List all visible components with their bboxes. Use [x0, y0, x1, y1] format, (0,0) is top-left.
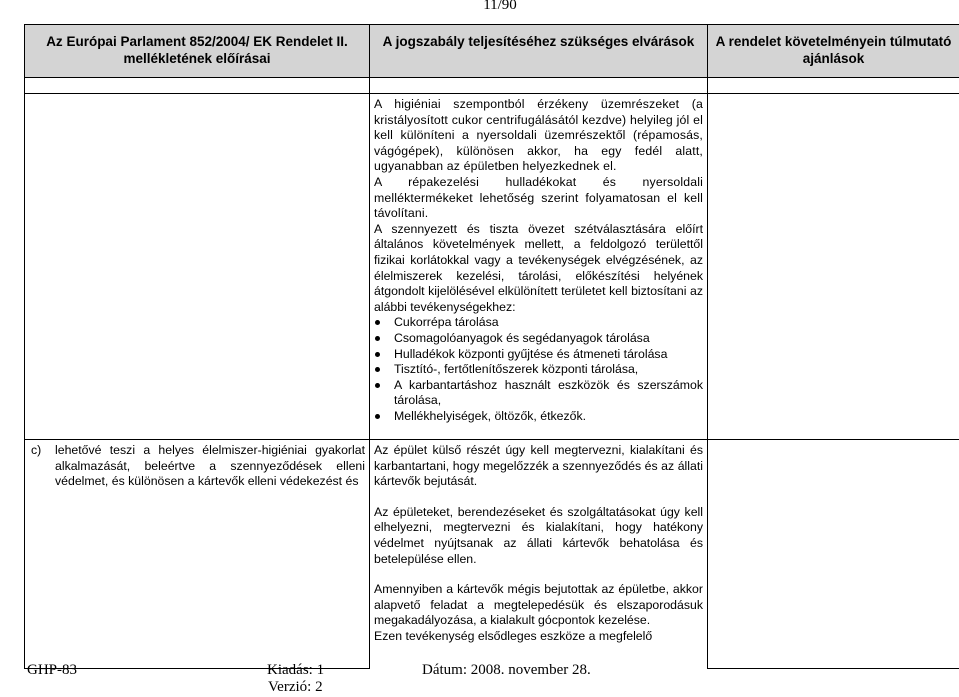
paragraph: A répakezelési hulladékokat és nyersoldali melléktermékeket lehetőség szerint folyamatosan el kell távolítani. — [374, 174, 703, 221]
footer-issue: Kiadás: 1 — [267, 662, 325, 678]
bullet-icon — [375, 414, 380, 419]
paragraph: Az épületeket, berendezéseket és szolgáltatásokat úgy kell elhelyezni, megtervezni és kialakítani, hogy hatékony védelmet nyújtsanak az állati kártevők behatolása és betelepülése ellen. — [374, 504, 703, 566]
empty-cell — [708, 440, 959, 669]
paragraph: A szennyezett és tiszta övezet szétválasztására előírt általános követelmények mellett, a feldolgozó területtől fizikai korlátokkal vagy a tevékenységek elvégzésének, az élelmiszerek kezelési, tárolási, előkészítési helyének átgondolt kijelölésével elkülönített területet kell biztosítani az alábbi tevékenységekhez: — [374, 221, 703, 314]
item-letter: c) — [31, 443, 42, 457]
page-number: 11/90 — [483, 0, 517, 13]
bullet-icon — [375, 320, 380, 325]
bullet-icon — [375, 383, 380, 388]
table-header-row — [25, 25, 959, 78]
requirements-table — [24, 24, 959, 669]
paragraph: Az épület külső részét úgy kell megtervezni, kialakítani és karbantartani, hogy megelőzzék a szennyeződés és az állati kártevők bejutását. — [374, 443, 703, 489]
requirement-text: lehetővé teszi a helyes élelmiszer-higiéniai gyakorlat alkalmazását, beleértve a szennyeződések elleni védelmet, és különösen a kártevők elleni védekezést és — [55, 443, 365, 489]
expectations-cell — [370, 94, 708, 440]
list-item: Tisztító-, fertőtlenítőszerek központi tárolása, — [374, 362, 703, 378]
footer-doc-id: GHP-83 — [27, 662, 78, 678]
header-col-expectations: A jogszabály teljesítéséhez szükséges elvárások — [370, 25, 708, 78]
bullet-icon — [375, 336, 380, 341]
list-item: Cukorrépa tárolása — [374, 315, 703, 331]
table-spacer-row — [25, 78, 959, 94]
list-item: Hulladékok központi gyűjtése és átmeneti tárolása — [374, 347, 703, 363]
list-item: Mellékhelyiségek, öltözők, étkezők. — [374, 409, 703, 425]
empty-cell — [708, 94, 959, 440]
expectations-cell — [370, 440, 708, 669]
bullet-list — [374, 315, 703, 424]
paragraph: Ezen tevékenység elsődleges eszköze a megfelelő — [374, 628, 653, 643]
footer-version: Verzió: 2 — [268, 679, 323, 695]
table-row — [25, 440, 959, 669]
header-col-recommendations: A rendelet követelményein túlmutató ajánlások — [708, 25, 959, 78]
requirement-cell — [25, 440, 370, 669]
empty-cell — [25, 94, 370, 440]
list-item: Csomagolóanyagok és segédanyagok tárolása — [374, 331, 703, 347]
bullet-icon — [375, 367, 380, 372]
header-col-regulation: Az Európai Parlament 852/2004/ EK Rendelet II. mellékletének előírásai — [25, 25, 370, 78]
list-item: A karbantartáshoz használt eszközök és szerszámok tárolása, — [374, 378, 703, 409]
footer-date: Dátum: 2008. november 28. — [422, 662, 591, 678]
paragraph: Amennyiben a kártevők mégis bejutottak az épületbe, akkor alapvető feladat a megtelepedésük és elszaporodásuk megakadályozása, a kialakult gócpontok kezelése. — [374, 582, 703, 628]
paragraph: A higiéniai szempontból érzékeny üzemrészeket (a kristályosított cukor centrifugálásától kezdve) helyileg jól el kell különíteni a nyersoldali üzemrészektől (répamosás, vágógépek), különösen akkor, ha egy fedél alatt, ugyanabban az épületben helyezkednek el. — [374, 97, 703, 174]
table-row — [25, 94, 959, 440]
bullet-icon — [375, 352, 380, 357]
